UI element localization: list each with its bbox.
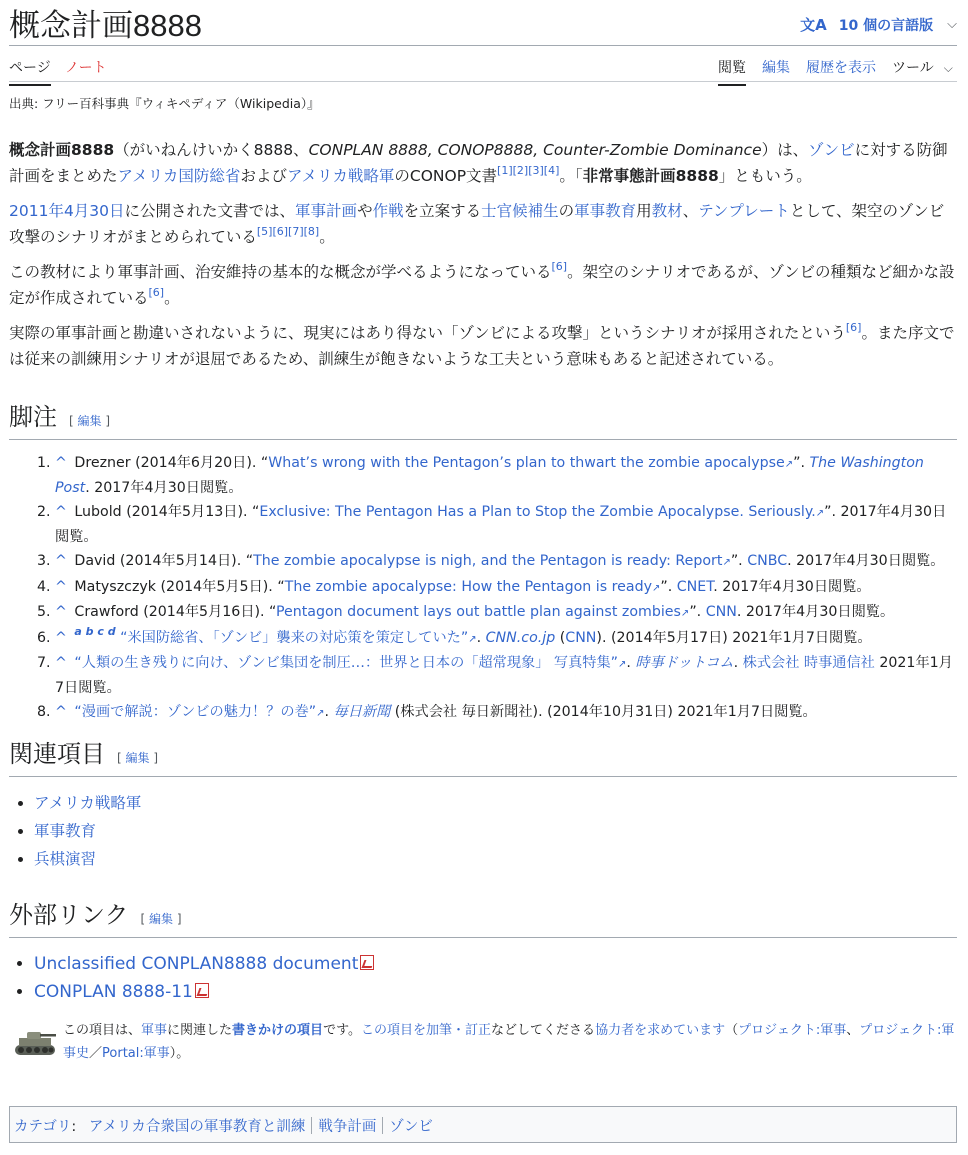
paragraph-intro: 概念計画8888（がいねんけいかく8888、CONPLAN 8888, CONOP8888, Counter-Zombie Dominance）は、ゾンビに対する防御計画をまとめたアメリカ国防総省およびアメリカ戦略軍のCONOP文書[1][2][3][4]。「非常事態計画8888」ともいう。 [9,141,948,185]
reference-list [9,452,957,726]
reference-title-link[interactable]: “人類の生き残りに向け、ゾンビ集団を制圧…：世界と日本の「超常現象」 写真特集” [74,655,618,671]
link-military-plan[interactable]: 軍事計画 [295,202,358,220]
category-link[interactable]: アメリカ合衆国の軍事教育と訓練 [88,1119,306,1135]
related-link[interactable]: 兵棋演習 [34,849,97,868]
source-line: 出典: フリー百科事典『ウィキペディア（Wikipedia）』 [9,96,320,111]
language-button[interactable] [800,14,957,35]
external-link-icon: ↗ [468,633,477,645]
link-teaching-material[interactable]: 教材 [651,202,683,220]
external-link-icon: ↗ [722,557,731,568]
link-date[interactable]: 2011年4月30日 [9,202,125,220]
backlink-caret[interactable]: ^ [55,604,67,620]
reference-title-link[interactable]: “米国防総省、「ゾンビ」襲来の対応策を策定していた” [120,629,469,646]
backlink-caret[interactable]: ^ [55,504,67,520]
reference-link[interactable]: [6] [551,260,568,273]
tab-history[interactable]: 履歴を表示 [806,60,876,76]
category-box: カテゴリ: アメリカ合衆国の軍事教育と訓練 戦争計画 ゾンビ [9,1106,957,1143]
list-item [34,789,957,817]
tab-bar [9,46,957,82]
related-link[interactable]: アメリカ戦略軍 [34,793,142,812]
translate-icon: 文A [800,16,827,34]
category-link[interactable]: ゾンビ [389,1119,433,1135]
link-edit-article[interactable]: この項目を加筆・訂正 [361,1022,492,1038]
publisher-link[interactable]: CNET [676,578,714,595]
chevron-down-icon: ⌵ [943,61,953,75]
edit-section-external[interactable]: [ 編集 ] [140,911,182,926]
tab-page[interactable]: ページ [9,57,51,86]
external-list [9,950,957,1007]
tab-edit[interactable]: 編集 [762,60,790,76]
reference-item: 8. ^ “漫画で解説：ゾンビの魅力！？の巻”↗. 毎日新聞 (株式会社 毎日新聞社). (2014年10月31日) 2021年1月7日閲覧。 [55,701,957,726]
backlink-letters[interactable]: a b c d [74,624,116,638]
tab-tools[interactable]: ツール ⌵ [892,60,953,76]
heading-related: 関連項目 [ 編集 ] [9,740,957,777]
reference-links[interactable]: [1][2][3][4] [497,164,560,177]
reference-link[interactable]: [6] [148,286,165,299]
link-cadet[interactable]: 士官候補生 [481,202,559,220]
external-link-icon: ↗ [316,708,325,719]
link-stratcom[interactable]: アメリカ戦略軍 [286,167,395,185]
publisher-link[interactable]: CNN [705,604,737,620]
title-bar [9,0,957,46]
reference-title-link[interactable]: The zombie apocalypse: How the Pentagon is ready [284,578,652,595]
backlink-caret[interactable]: ^ [55,553,67,569]
publisher-link[interactable]: The Washington Post [55,455,924,496]
publisher-link[interactable]: 毎日新聞 [333,704,391,720]
edit-section-related[interactable]: [ 編集 ] [117,750,159,765]
divider [382,1117,383,1134]
reference-title-link[interactable]: What’s wrong with the Pentagon’s plan to thwart the zombie apocalypse [268,455,785,471]
reference-item: 5. ^ Crawford (2014年5月16日). “Pentagon document lays out battle plan against zombies↗”. CNN. 2017年4月30日閲覧。 [55,601,957,626]
external-link-icon: ↗ [815,508,825,519]
reference-item: 2. ^ Lubold (2014年5月13日). “Exclusive: The Pentagon Has a Plan to Stop the Zombie Apocalypse. Seriously.↗”. 2017年4月30日閲覧。 [55,501,957,549]
tab-talk[interactable]: ノート [65,60,107,76]
external-link-icon: ↗ [652,582,661,594]
backlink-caret[interactable]: ^ [55,704,67,720]
reference-item: 7. ^ “人類の生き残りに向け、ゾンビ集団を制圧…：世界と日本の「超常現象」 写真特集”↗. 時事ドットコム. 株式会社 時事通信社 2021年1月7日閲覧。 [55,652,957,700]
reference-item: 4. ^ Matyszczyk (2014年5月5日). “The zombie apocalypse: How the Pentagon is ready↗”. CNET. 2017年4月30日閲覧。 [55,576,957,601]
reference-link[interactable]: [6] [845,321,862,334]
related-list [9,789,957,873]
link-military[interactable]: 軍事 [141,1022,168,1038]
link-military-education[interactable]: 軍事教育 [574,202,637,220]
link-portal-military[interactable]: Portal:軍事 [102,1045,170,1061]
list-item [34,817,957,845]
external-link-icon: ↗ [618,659,627,670]
pdf-icon [360,955,374,970]
category-link[interactable]: 戦争計画 [318,1119,377,1135]
category-label-link[interactable]: カテゴリ [14,1119,72,1135]
reference-title-link[interactable]: Exclusive: The Pentagon Has a Plan to Stop the Zombie Apocalypse. Seriously. [259,504,816,520]
backlink-caret[interactable]: ^ [55,578,67,595]
related-link[interactable]: 軍事教育 [34,821,97,840]
reference-title-link[interactable]: The zombie apocalypse is nigh, and the Pentagon is ready: Report [253,553,723,569]
link-stub-article[interactable]: 書きかけの項目 [232,1022,324,1038]
external-link[interactable]: Unclassified CONPLAN8888 document [34,953,359,974]
reference-links[interactable]: [5][6][7][8] [256,225,320,238]
tank-icon [13,1023,57,1059]
divider [311,1117,312,1134]
link-contributors[interactable]: 協力者を求めています [595,1022,726,1038]
heading-notes: 脚注 [ 編集 ] [9,403,957,440]
publisher-link[interactable]: 時事ドットコム [635,655,734,671]
publisher-link[interactable]: CNN.co.jp [485,629,556,646]
backlink-caret[interactable]: ^ [55,655,67,671]
list-item [34,978,957,1007]
list-item [34,950,957,979]
link-dod[interactable]: アメリカ国防総省 [117,167,241,185]
paragraph-material: この教材により軍事計画、治安維持の基本的な概念が学べるようになっている[6]。架空のシナリオであるが、ゾンビの種類など細かな設定が作成されている[6]。 [9,260,955,307]
edit-section-notes[interactable]: [ 編集 ] [69,414,111,428]
stub-notice: この項目は、軍事に関連した書きかけの項目です。この項目を加筆・訂正などしてくださる協力者を求めています（プロジェクト:軍事、プロジェクト:軍事史／Portal:軍事）。 [9,1019,957,1067]
reference-item: 6. ^ $^{a b c d}$ “米国防総省、「ゾンビ」襲来の対応策を策定していた”↗. CNN.co.jp (CNN). (2014年5月17日) 2021年1月7日閲覧。 [55,627,957,652]
link-operation[interactable]: 作戦 [372,202,404,220]
page-title: 概念計画8888 [9,8,202,43]
publisher-link[interactable]: CNN [565,629,597,646]
heading-external: 外部リンク [ 編集 ] [9,901,957,938]
reference-item: 1. ^ Drezner (2014年6月20日). “What’s wrong with the Pentagon’s plan to thwart the zombie apocalypse↗”. The Washington Post. 2017年4月30日閲覧。 [55,452,957,500]
link-project-military[interactable]: プロジェクト:軍事 [738,1022,847,1038]
tab-read[interactable]: 閲覧 [718,57,746,86]
language-label: 10 個の言語版 [838,17,934,34]
paragraph-scenario: 実際の軍事計画と勘違いされないように、現実にはあり得ない「ゾンビによる攻撃」というシナリオが採用されたという[6]。また序文では従来の訓練用シナリオが退屈であるため、訓練生が飽きないような工夫という意味もあると記述されている。 [9,321,955,368]
link-zombie[interactable]: ゾンビ [808,141,855,159]
list-item [34,845,957,873]
external-link-icon: ↗ [680,608,690,619]
reference-title-link[interactable]: Pentagon document lays out battle plan against zombies [275,604,681,620]
chevron-down-icon: ⌵ [947,17,957,32]
pdf-icon [195,983,209,998]
publisher-link[interactable]: CNBC [747,553,788,569]
backlink-caret[interactable]: ^ [55,455,67,471]
external-link-icon: ↗ [784,459,794,470]
link-project-military-history[interactable]: プロジェクト:軍事史 [63,1022,955,1061]
external-link[interactable]: CONPLAN 8888-11 [34,982,193,1002]
paragraph-publication: 2011年4月30日に公開された文書では、軍事計画や作戦を立案する士官候補生の軍事教育用教材、テンプレートとして、架空のゾンビ攻撃のシナリオがまとめられている[5][6][7][8]。 [9,202,945,246]
publisher-link[interactable]: 株式会社 時事通信社 [742,655,875,671]
reference-title-link[interactable]: “漫画で解説：ゾンビの魅力！？の巻” [74,704,317,720]
link-template[interactable]: テンプレート [698,202,790,220]
reference-item: 3. ^ David (2014年5月14日). “The zombie apocalypse is nigh, and the Pentagon is ready: Report↗”. CNBC. 2017年4月30日閲覧。 [55,550,957,575]
